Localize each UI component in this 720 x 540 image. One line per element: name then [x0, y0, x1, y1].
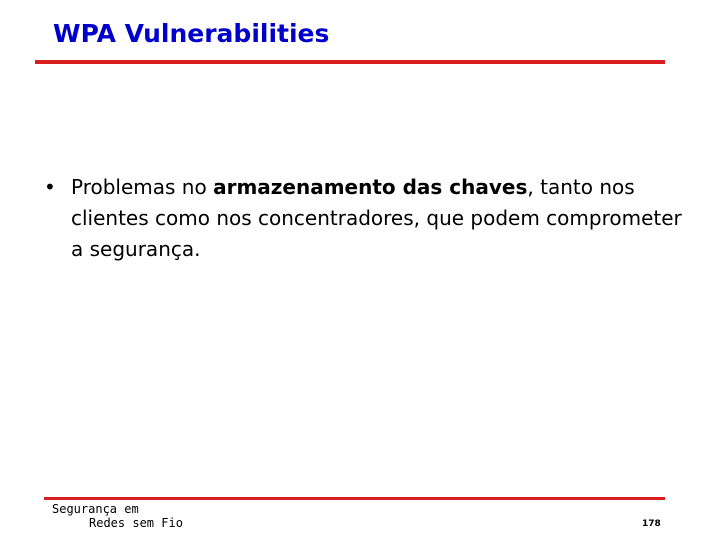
footer-course-title	[52, 502, 183, 530]
slide-title: WPA Vulnerabilities	[53, 19, 330, 48]
bullet-item	[44, 172, 684, 265]
title-divider	[35, 60, 665, 64]
bullet-marker: •	[44, 175, 56, 199]
bullet-text-start: Problemas no	[71, 175, 214, 199]
bullet-text-end: , tanto nos clientes como nos concentradores, que podem comprometer a segurança.	[71, 175, 682, 261]
bullet-text	[71, 172, 684, 265]
page-number: 178	[642, 519, 661, 529]
footer-divider	[44, 497, 665, 500]
footer-line-2: Redes sem Fio	[89, 516, 183, 530]
bullet-text-emphasis: armazenamento das chaves	[213, 175, 528, 199]
footer-line-1: Segurança em	[52, 502, 139, 516]
